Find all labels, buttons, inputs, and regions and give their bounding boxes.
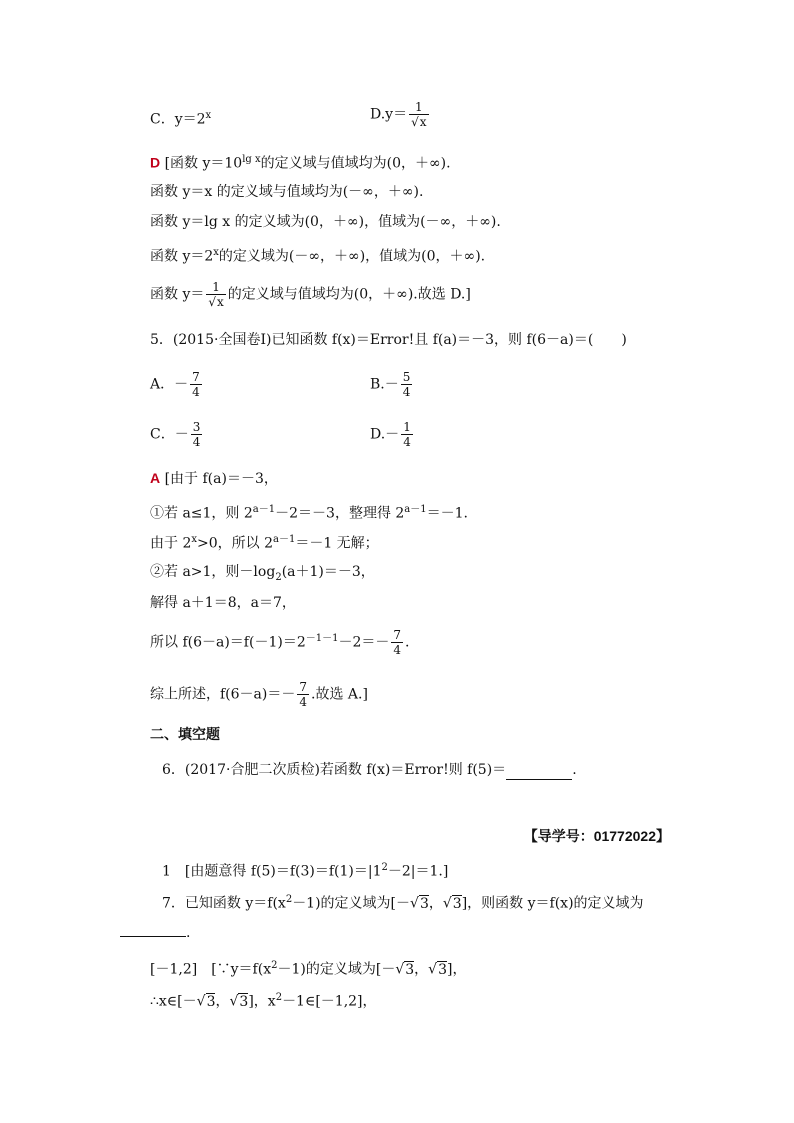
answer-7-line1: [－1,2] [$\because y=f(x^2-1)$的定义域为[－√3，√3]， (150, 960, 467, 978)
option-d: D.y＝ (370, 106, 408, 123)
answer-7-line2: ∴x∈[－√3，√3]，$x^2-1\in[-1,2]$， (150, 992, 377, 1010)
answer-5-line6: 所以 $f(6-a)=f(-1)=2^{-1-1}-2=-$ $\frac{7}{4}$ . (150, 628, 410, 657)
option-c-exponent: x (205, 110, 212, 121)
q5-option-a: A．－ $\frac{7}{4}$ (150, 370, 200, 399)
guide-number: 【导学号：01772022】 (523, 828, 670, 844)
answer-blank (120, 922, 186, 937)
answer-5-line1: A [由于 f(a)＝－3， (150, 470, 278, 487)
answer-letter: D (150, 154, 161, 171)
q5-option-d: D.－ $\frac{1}{4}$ (370, 420, 411, 449)
answer-5-line3: 由于 $2^x>0$，所以 $2^{a-1}=-1$ 无解； (150, 534, 379, 552)
q5-option-b: B.－ $\frac{5}{4}$ (370, 370, 411, 399)
q5-option-c: C．－ $\frac{3}{4}$ (150, 420, 201, 449)
answer-4-line2: 函数 y＝x 的定义域与值域均为(－∞，＋∞). (150, 184, 424, 200)
question-5: 5．(2015·全国卷Ⅰ)已知函数 f(x)＝Error!且 f(a)＝－3，则 f(6－a)＝( ) (150, 332, 627, 348)
answer-5-line5: 解得 a＋1＝8，a＝7， (150, 595, 296, 611)
question-7-blank-line: . (120, 922, 190, 943)
answer-letter: A (150, 470, 161, 486)
section-heading: 二、填空题 (150, 726, 220, 742)
option-c-line (150, 106, 211, 130)
answer-4-line1: D [函数 $y=10^{lg x}$的定义域与值域均为(0，＋∞). (150, 154, 451, 172)
answer-4-line5: 函数 y＝ $\frac{1}{√x}$ 的定义域与值域均为(0，＋∞).故选 D.] (150, 280, 471, 309)
question-7: 7．已知函数 $y=f(x^2-1)$的定义域为[－√3，√3]，则函数 y＝f(x)的定义域为 (162, 894, 644, 912)
option-d-fraction: $\frac{1}{√x}$ (411, 100, 427, 129)
answer-4-line4: 函数 $y=2^x$的定义域为(－∞，＋∞)，值域为(0，＋∞). (150, 247, 486, 265)
answer-4-line3: 函数 y＝lg x 的定义域为(0，＋∞)，值域为(－∞，＋∞). (150, 214, 501, 230)
answer-6: 1 [由题意得 $f(5)=f(3)=f(1)=|1^2-2|=1$.] (162, 862, 449, 880)
option-c: C．y＝2 (150, 111, 206, 128)
answer-blank (506, 765, 572, 780)
answer-5-line2: ①若 a≤1，则 $2^{a-1}-2=-3$，整理得 $2^{a-1}=-1$. (150, 504, 468, 522)
question-6: 6．(2017·合肥二次质检)若函数 f(x)＝Error!则 f(5)＝ . (162, 762, 577, 778)
option-d-line (370, 100, 431, 129)
fraction: $\frac{1}{√x}$ (208, 280, 224, 309)
answer-5-line7: 综上所述，f(6－a)＝－ $\frac{7}{4}$ .故选 A.] (150, 680, 368, 709)
answer-5-line4: ②若 a>1，则$-\log_2(a+1)=-3$， (150, 564, 375, 583)
